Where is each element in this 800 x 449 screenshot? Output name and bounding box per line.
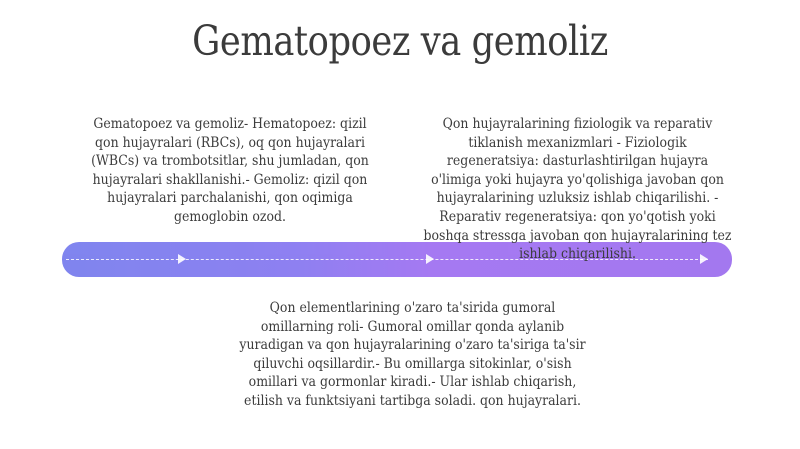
text-block-regeneration: Qon hujayralarining fiziologik va reparativ tiklanish mexanizmlari - Fiziologik regeneratsiya: dasturlashtirilgan hujayra o'limiga yoki hujayra yo'qolishiga javoban qon hujayralarining uzluksiz ishlab chiqarilishi. - Reparativ regeneratsiya: qon yo'qotish yoki boshqa stressga javoban qon hujayralarining tez ishlab chiqarilishi. [423, 116, 732, 263]
text-block-humoral-factors: Qon elementlarining o'zaro ta'sirida gumoral omillarning roli- Gumoral omillar qonda aylanib yuradigan va qon hujayralarining o'zaro ta'siriga ta'sir qiluvchi oqsillardir.- Bu omillarga sitokinlar, o'sish omillari va gormonlar kiradi.- Ular ishlab chiqarish, etilish va funktsiyani tartibga soladi. qon hujayralari. [239, 300, 586, 409]
text-block-hematopoiesis: Gematopoez va gemoliz- Hematopoez: qizil qon hujayralari (RBCs), oq qon hujayralari (WBCs) va trombotsitlar, shu jumladan, qon hujayralari shakllanishi.- Gemoliz: qizil qon hujayralari parchalanishi, qon oqimiga gemoglobin ozod. [91, 116, 369, 225]
slide-title: Gematopoez va gemoliz [192, 17, 608, 65]
arrow-right-icon [178, 254, 186, 264]
